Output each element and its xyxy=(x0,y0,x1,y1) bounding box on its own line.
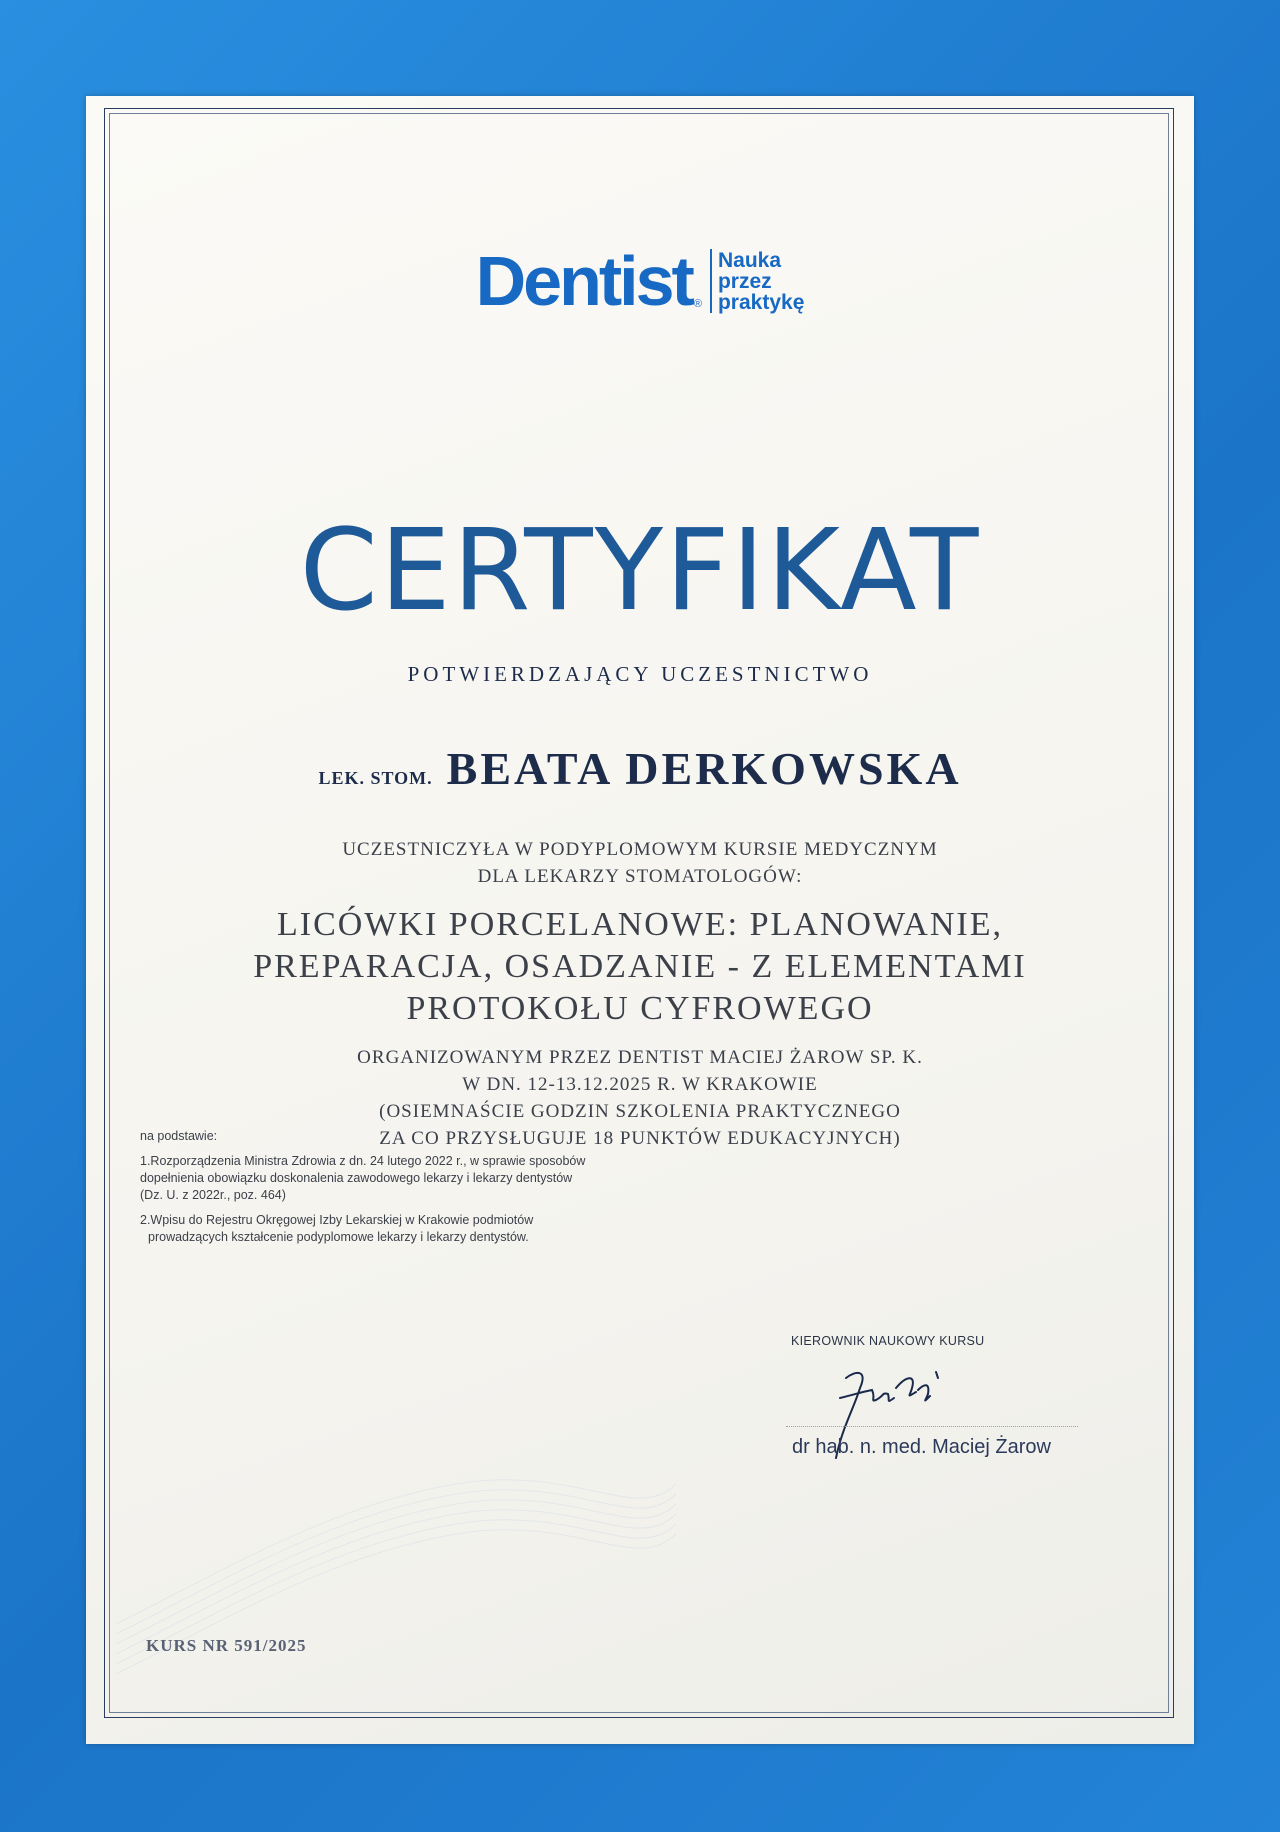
basis-item-1 xyxy=(140,1153,585,1204)
details-line: ZA CO PRZYSŁUGUJE 18 PUNKTÓW EDUKACYJNYCH) xyxy=(379,1128,901,1149)
basis-line: 1.Rozporządzenia Ministra Zdrowia z dn. 24 lutego 2022 r., w sprawie sposobów xyxy=(140,1154,586,1168)
course-title-line: PROTOKOŁU CYFROWEGO xyxy=(406,990,874,1027)
course-title xyxy=(86,904,1194,1030)
signer-role: KIEROWNIK NAUKOWY KURSU xyxy=(791,1334,985,1348)
participation-line: DLA LEKARZY STOMATOLOGÓW: xyxy=(477,866,803,887)
logo-divider xyxy=(710,249,712,313)
basis-line: dopełnienia obowiązku doskonalenia zawodowego lekarzy i lekarzy dentystów xyxy=(140,1171,573,1185)
certificate-paper xyxy=(86,96,1194,1744)
signature-line xyxy=(786,1426,1078,1427)
participation-text xyxy=(86,836,1194,890)
recipient-prefix: LEK. STOM. xyxy=(318,768,433,788)
course-title-line: PREPARACJA, OSADZANIE - Z ELEMENTAMI xyxy=(253,948,1027,985)
details-line: ORGANIZOWANYM PRZEZ DENTIST MACIEJ ŻAROW SP. K. xyxy=(357,1047,923,1068)
basis-item-2 xyxy=(140,1212,585,1246)
recipient-name: BEATA DERKOWSKA xyxy=(446,743,962,794)
tagline-line: praktykę xyxy=(717,290,805,314)
basis-heading: na podstawie: xyxy=(140,1129,218,1143)
certificate-title: CERTYFIKAT xyxy=(299,506,981,636)
signer-name: dr hab. n. med. Maciej Żarow xyxy=(792,1436,1051,1458)
details-line: (OSIEMNAŚCIE GODZIN SZKOLENIA PRAKTYCZNEGO xyxy=(379,1101,901,1122)
basis-line: 2.Wpisu do Rejestru Okręgowej Izby Lekarskiej w Krakowie podmiotów xyxy=(140,1213,534,1227)
legal-basis xyxy=(140,1128,585,1246)
basis-line: (Dz. U. z 2022r., poz. 464) xyxy=(140,1188,286,1202)
details-line: W DN. 12-13.12.2025 R. W KRAKOWIE xyxy=(462,1074,818,1095)
registered-mark: ® xyxy=(693,298,702,310)
logo-tagline xyxy=(718,250,804,313)
dentist-logo xyxy=(86,242,1194,320)
participation-line: UCZESTNICZYŁA W PODYPLOMOWYM KURSIE MEDYCZNYM xyxy=(342,839,938,860)
tagline-line: Nauka xyxy=(717,248,782,272)
recipient-line xyxy=(86,742,1194,795)
tagline-line: przez xyxy=(717,269,772,293)
course-title-line: LICÓWKI PORCELANOWE: PLANOWANIE, xyxy=(277,906,1003,943)
course-number: KURS NR 591/2025 xyxy=(146,1636,307,1655)
basis-line: prowadzących kształcenie podyplomowe lekarzy i lekarzy dentystów. xyxy=(148,1230,529,1244)
certificate-subtitle: POTWIERDZAJĄCY UCZESTNICTWO xyxy=(407,662,873,686)
logo-wordmark: Dentist xyxy=(475,242,692,320)
